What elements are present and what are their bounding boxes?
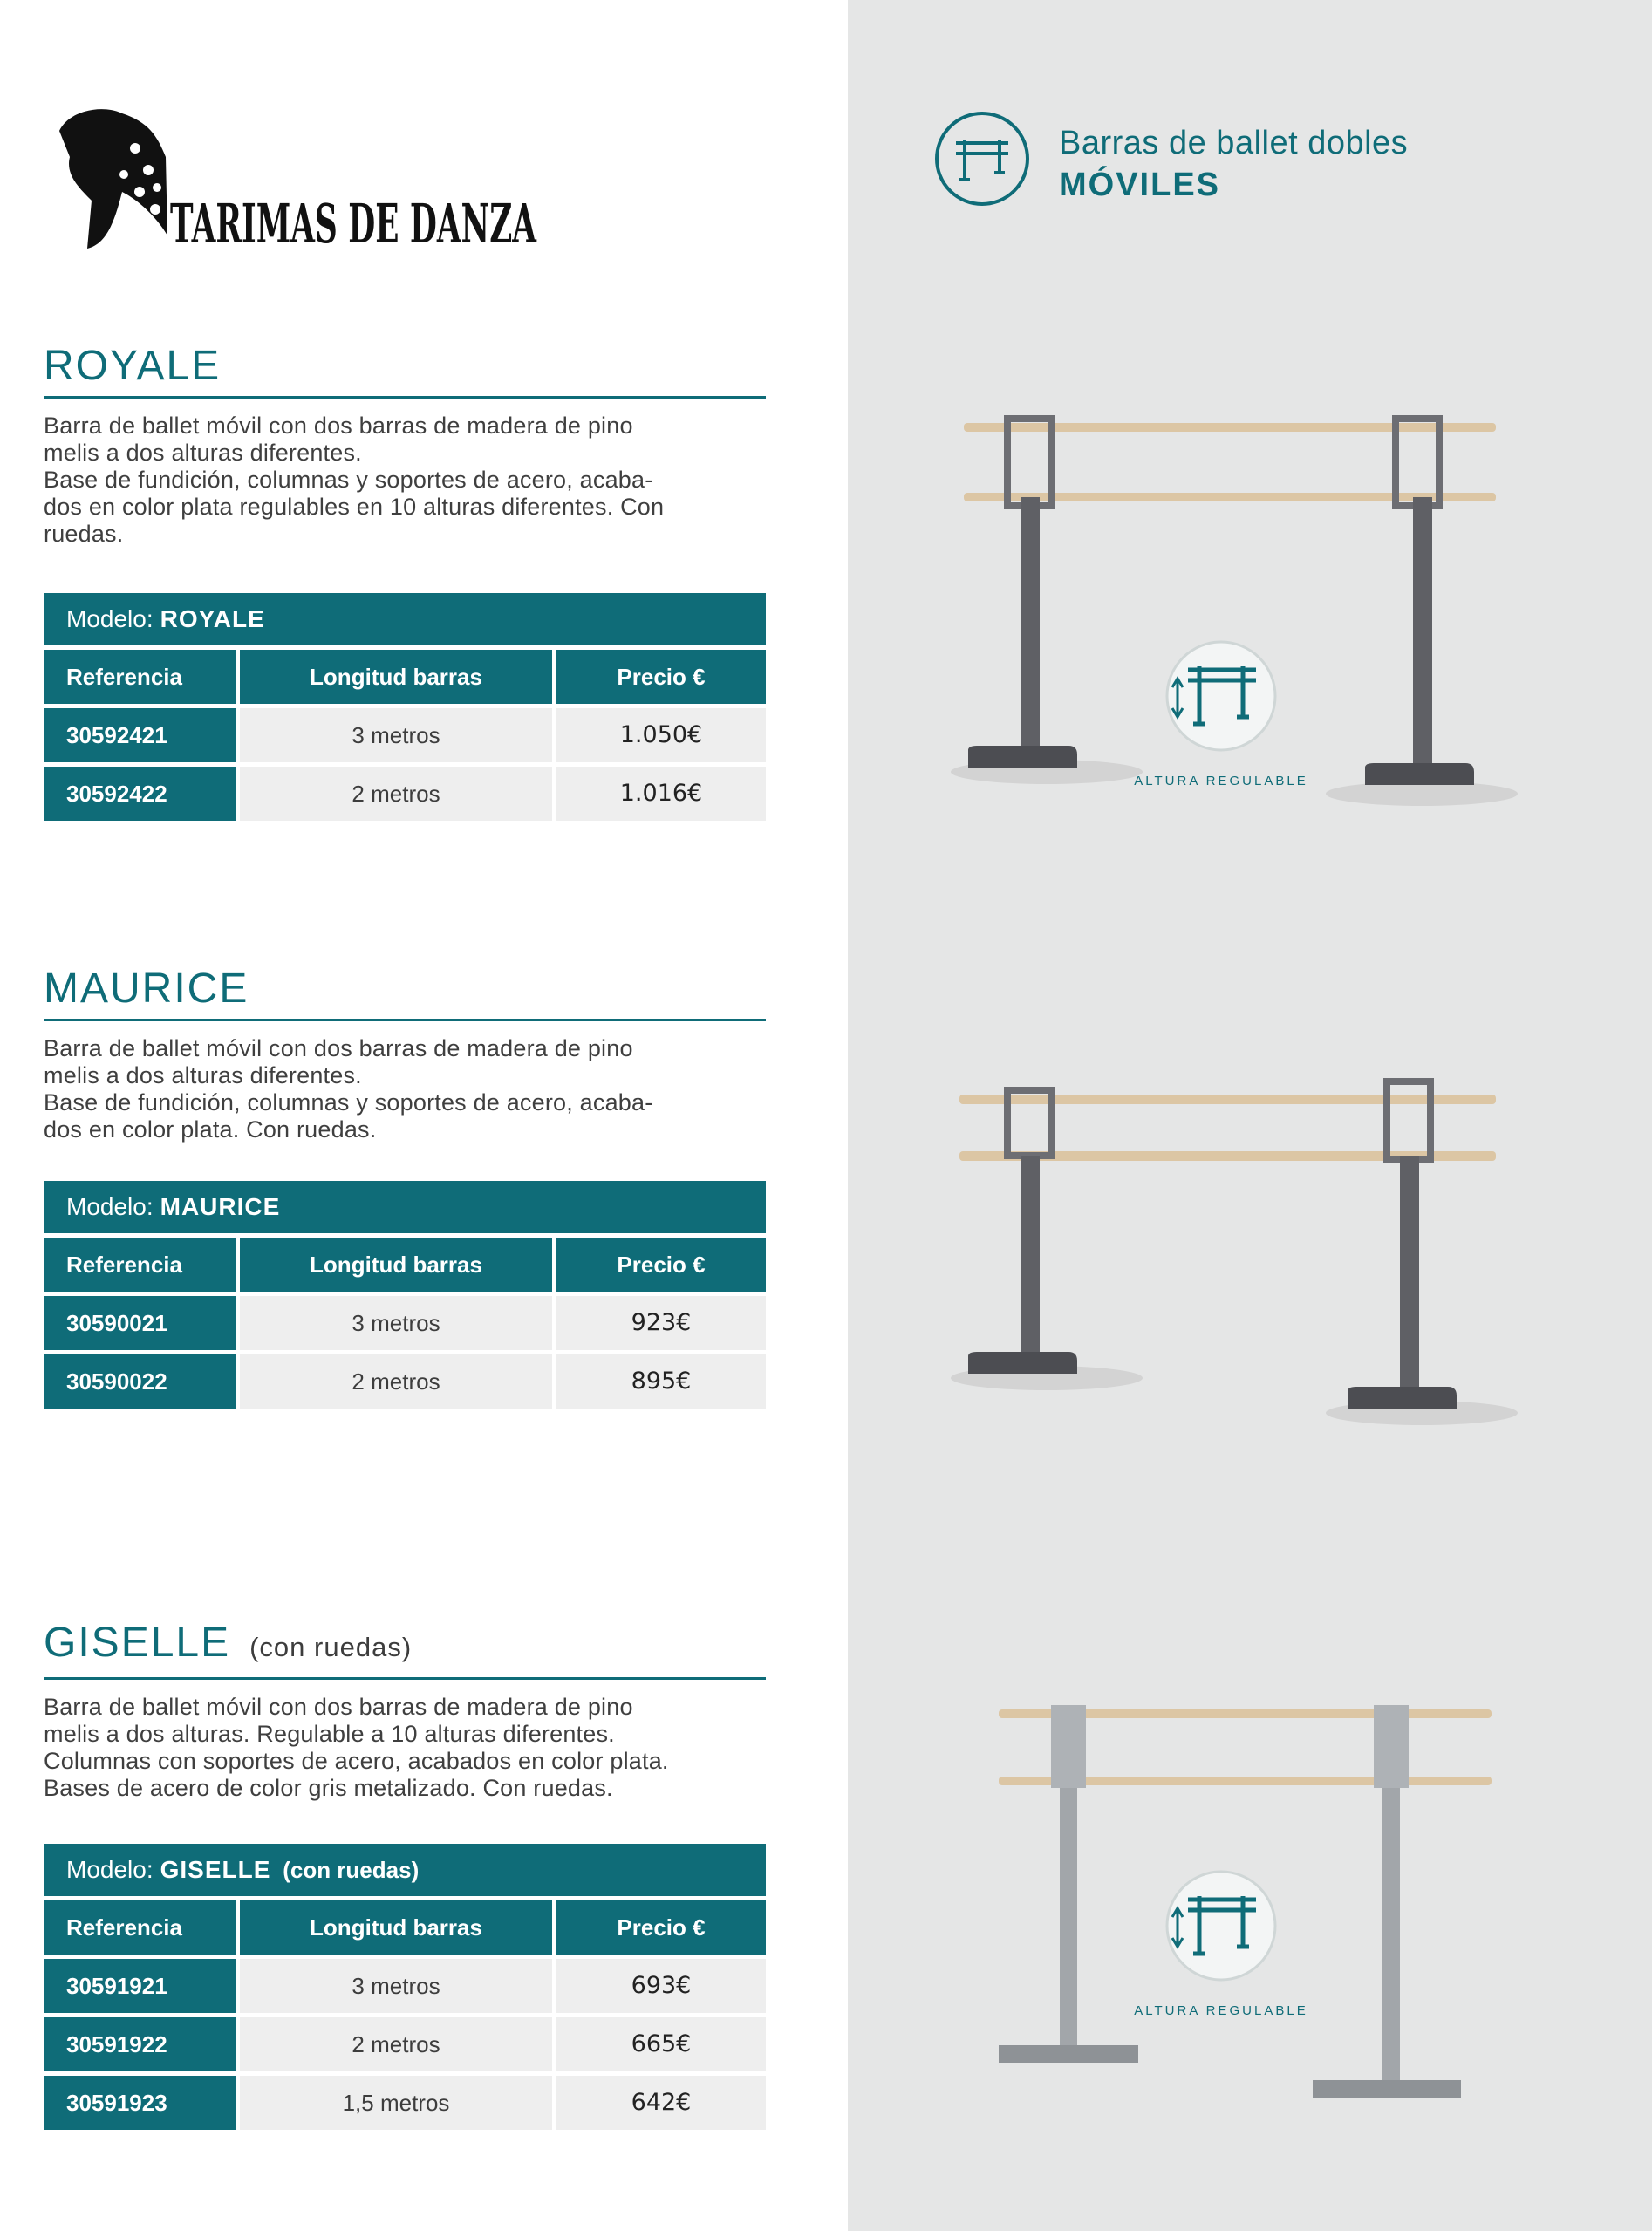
price-table-maurice xyxy=(44,1181,766,1409)
badge-label: ALTURA REGULABLE xyxy=(1134,2003,1308,2018)
divider xyxy=(44,396,766,399)
model-bar: Modelo: GISELLE (con ruedas) xyxy=(44,1844,766,1896)
page-header xyxy=(1059,122,1408,206)
badge-label: ALTURA REGULABLE xyxy=(1134,774,1308,788)
model-bar: Modelo: ROYALE xyxy=(44,593,766,645)
table-header-row: Referencia Longitud barras Precio € xyxy=(44,650,766,704)
divider xyxy=(44,1019,766,1021)
product-section-giselle xyxy=(44,1619,766,1802)
table-row: 30591922 2 metros 665€ xyxy=(44,2017,766,2071)
product-description: Barra de ballet móvil con dos barras de madera de pino melis a dos alturas. Regulable a 10 alturas diferentes. Columnas con soportes de acero, acabados en color plata. Bases de acero de color gris metalizado. Con ruedas. xyxy=(44,1694,669,1801)
price-table-giselle xyxy=(44,1844,766,2130)
product-section-royale xyxy=(44,342,766,548)
product-title: MAURICE xyxy=(44,965,249,1012)
table-row: 30592421 3 metros 1.050€ xyxy=(44,708,766,762)
double-barre-icon xyxy=(933,110,1031,208)
product-description: Barra de ballet móvil con dos barras de madera de pino melis a dos alturas diferentes. Base de fundición, columnas y soportes de acero, acaba- dos en color plata. Con ruedas. xyxy=(44,1035,653,1143)
table-row: 30590022 2 metros 895€ xyxy=(44,1354,766,1409)
divider xyxy=(44,1677,766,1680)
product-section-maurice xyxy=(44,965,766,1143)
product-title: ROYALE xyxy=(44,343,222,389)
table-row: 30590021 3 metros 923€ xyxy=(44,1296,766,1350)
price-table-royale xyxy=(44,593,766,821)
product-title: GISELLE (con ruedas) xyxy=(44,1620,413,1666)
adjustable-height-badge xyxy=(1134,637,1308,794)
dancer-icon xyxy=(59,109,167,249)
model-bar: Modelo: MAURICE xyxy=(44,1181,766,1233)
table-header-row: Referencia Longitud barras Precio € xyxy=(44,1238,766,1292)
table-header-row: Referencia Longitud barras Precio € xyxy=(44,1900,766,1955)
product-description: Barra de ballet móvil con dos barras de madera de pino melis a dos alturas diferentes. Base de fundición, columnas y soportes de acero, acaba- dos en color plata regulables en 10 alturas diferentes. Con ruedas. xyxy=(44,413,665,547)
logo-text: TARIMAS DE DANZA xyxy=(170,192,537,256)
table-row: 30591921 3 metros 693€ xyxy=(44,1959,766,2013)
header-line2: MÓVILES xyxy=(1059,167,1221,203)
brand-logo xyxy=(52,96,541,262)
maurice-product-image xyxy=(951,1064,1509,1430)
header-line1: Barras de ballet dobles xyxy=(1059,125,1409,161)
table-row: 30591923 1,5 metros 642€ xyxy=(44,2076,766,2130)
adjustable-height-badge xyxy=(1134,1866,1308,2023)
table-row: 30592422 2 metros 1.016€ xyxy=(44,767,766,821)
